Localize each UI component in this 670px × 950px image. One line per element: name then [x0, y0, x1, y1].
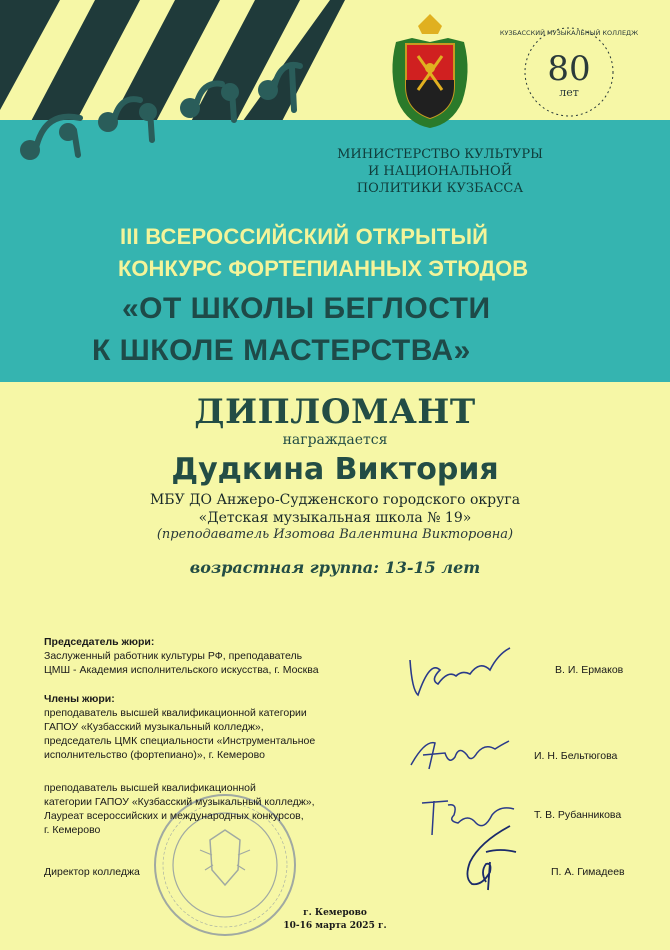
member1-line-3: председатель ЦМК специальности «Инструментальное: [44, 735, 316, 747]
kuzbass-coat-of-arms-icon: [388, 12, 472, 130]
member2-line-3: Лауреат всероссийских и международных конкурсов,: [44, 810, 304, 822]
contest-line-4: К ШКОЛЕ МАСТЕРСТВА»: [92, 334, 471, 367]
ministry-line-1: МИНИСТЕРСТВО КУЛЬТУРЫ: [337, 147, 543, 162]
anniversary-80-badge-icon: [499, 22, 639, 122]
award-title: ДИПЛОМАНТ: [194, 392, 476, 432]
institution-line-1: МБУ ДО Анжеро-Судженского городского округа: [149, 492, 521, 508]
member2-line-2: категории ГАПОУ «Кузбасский музыкальный колледж»,: [44, 796, 315, 808]
ministry-name: [290, 146, 590, 197]
director-name: П. А. Гимадеев: [551, 866, 625, 878]
awarded-label: награждается: [282, 432, 388, 448]
ministry-line-2: И НАЦИОНАЛЬНОЙ: [367, 164, 513, 179]
member1-signature-icon: [405, 735, 515, 775]
member1-name: И. Н. Бельтюгова: [534, 750, 618, 762]
jury-chair-line-1: Заслуженный работник культуры РФ, преподаватель: [44, 650, 303, 662]
anniversary-number: 80: [547, 49, 591, 89]
jury-member-1-block: [44, 692, 384, 762]
ministry-line-3: ПОЛИТИКИ КУЗБАССА: [356, 181, 524, 196]
award-block: [0, 392, 670, 577]
member2-line-1: преподаватель высшей квалификационной: [44, 782, 256, 794]
contest-line-3: «ОТ ШКОЛЫ БЕГЛОСТИ: [122, 292, 491, 325]
member2-line-4: г. Кемерово: [44, 824, 101, 836]
director-label: Директор колледжа: [44, 866, 140, 878]
contest-line-2: КОНКУРС ФОРТЕПИАННЫХ ЭТЮДОВ: [118, 256, 529, 281]
member1-line-2: ГАПОУ «Кузбасский музыкальный колледж»,: [44, 721, 264, 733]
jury-member-2-block: [44, 781, 384, 837]
member2-name: Т. В. Рубанникова: [534, 809, 622, 821]
teacher-name: (преподаватель Изотова Валентина Викторовна): [156, 527, 514, 542]
jury-chair-line-2: ЦМШ - Академия исполнительского искусства, г. Москва: [44, 664, 319, 676]
footer-dates: 10-16 марта 2025 г.: [283, 921, 387, 931]
jury-chair-block: [44, 635, 384, 677]
anniversary-word: лет: [559, 86, 579, 99]
footer: [0, 907, 670, 933]
chair-signature-icon: [400, 640, 520, 700]
chair-name: В. И. Ермаков: [555, 664, 624, 676]
jury-members-heading: Члены жюри:: [44, 693, 115, 705]
footer-city: г. Кемерово: [303, 908, 367, 918]
age-group: возрастная группа: 13-15 лет: [189, 558, 481, 577]
jury-chair-heading: Председатель жюри:: [44, 636, 155, 648]
director-signature-icon: [440, 822, 520, 894]
anniversary-ring-text: КУЗБАССКИЙ МУЗЫКАЛЬНЫЙ КОЛЛЕДЖ: [499, 29, 639, 37]
institution-line-2: «Детская музыкальная школа № 19»: [198, 510, 472, 526]
member1-line-1: преподаватель высшей квалификационной категории: [44, 707, 307, 719]
contest-line-1: III ВСЕРОССИЙСКИЙ ОТКРЫТЫЙ: [120, 224, 489, 249]
recipient-name: Дудкина Виктория: [171, 452, 499, 487]
music-notes-decoration: [0, 40, 320, 180]
member1-line-4: исполнительство (фортепиано)», г. Кемерово: [44, 749, 265, 761]
